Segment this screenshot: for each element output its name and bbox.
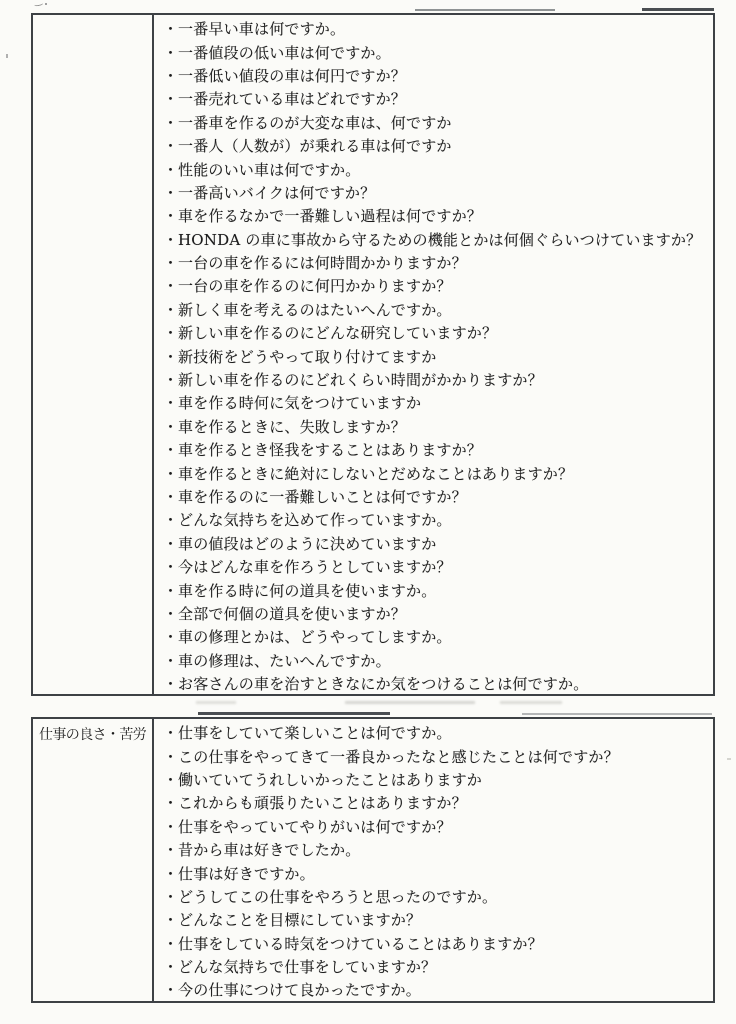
question-row [163,157,709,180]
question-text: 車を作るとき怪我をすることはありますか？ [178,441,483,460]
scan-smudge [500,701,562,704]
question-text: 新しく車を考えるのはたいへんですか。 [178,300,452,319]
question-text: 車の修理とかは、どうやってしますか。 [178,628,452,647]
question-row [163,321,709,344]
question-text: 車を作る時何に気をつけていますか [178,394,422,413]
bullet-marker: ・ [163,817,179,836]
bullet-marker: ・ [163,747,179,766]
bullet-marker: ・ [163,724,179,743]
question-row [163,298,709,321]
bullet-marker: ・ [163,113,179,132]
scan-line-artifact [198,712,390,715]
bullet-marker: ・ [163,464,179,483]
question-text: 性能のいい車は何ですか。 [178,160,361,179]
question-text: 全部で何個の道具を使いますか？ [178,604,407,623]
question-row [163,532,709,555]
question-text: 一番売れている車はどれですか？ [178,90,407,109]
scan-line-artifact [522,713,712,715]
question-text: 仕事をやっていてやりがいは何ですか？ [178,817,452,836]
bullet-marker: ・ [163,254,179,273]
bullet-marker: ・ [163,604,179,623]
question-text: 一番値段の低い車は何ですか。 [178,43,391,62]
bullet-marker: ・ [163,675,179,694]
question-row [163,344,709,367]
bullet-marker: ・ [163,137,179,156]
question-text: 一台の車を作るのに何円かかりますか？ [178,277,452,296]
bullet-marker: ・ [163,651,179,670]
bullet-marker: ・ [163,511,179,530]
question-text: 新しい車を作るのにどんな研究していますか？ [178,324,498,343]
pencil-mark [34,1,44,7]
bullet-marker: ・ [163,934,179,953]
bullet-marker: ・ [163,441,179,460]
bullet-marker: ・ [163,43,179,62]
bullet-marker: ・ [163,277,179,296]
bullet-marker: ・ [163,417,179,436]
question-row [163,625,709,648]
question-text: どうしてこの仕事をやろうと思ったのですか。 [178,887,498,906]
scan-smudge [345,701,475,704]
question-row [163,251,709,274]
question-row [163,368,709,391]
question-text: 新技術をどうやって取り付けてますか [178,347,437,366]
question-text: 今はどんな車を作ろうとしていますか？ [178,558,452,577]
question-text: 車を作る時に何の道具を使いますか。 [178,581,437,600]
question-row [163,885,709,908]
question-text: 車を作るときに、失敗しますか？ [178,417,407,436]
question-text: 車を作るのに一番難しいことは何ですか？ [178,488,467,506]
question-row [163,87,709,110]
bullet-marker: ・ [163,160,179,179]
bullet-marker: ・ [163,371,179,390]
question-text: 一番高いバイクは何ですか？ [178,183,376,202]
question-text: 一番早い車は何ですか。 [178,20,346,39]
bullet-marker: ・ [163,300,179,319]
bullet-marker: ・ [163,628,179,647]
question-text: 働いていてうれしいかったことはありますか [178,770,483,789]
question-row [163,40,709,63]
question-row [163,955,709,978]
question-text: どんな気持ちで仕事をしていますか？ [178,958,437,977]
category-label: 仕事の良さ・苦労 [39,727,147,743]
bullet-marker: ・ [163,981,179,1000]
question-row [163,485,709,508]
category-cell [33,15,154,694]
bullet-marker: ・ [163,207,179,226]
pencil-mark [6,54,8,58]
questions-cell [154,15,713,694]
question-row [163,415,709,438]
question-text: この仕事をやってきて一番良かったなと感じたことは何ですか？ [178,747,619,766]
question-text: 仕事をしていて楽しいことは何ですか。 [178,724,452,743]
question-text: お客さんの車を治すときなにか気をつけることは何ですか。 [178,675,589,694]
question-row [163,815,709,838]
question-row [163,838,709,861]
bullet-marker: ・ [163,66,179,85]
question-row [163,744,709,767]
question-row [163,111,709,134]
bullet-marker: ・ [163,347,179,366]
bullet-marker: ・ [163,20,179,39]
question-text: どんなことを目標にしていますか？ [178,911,422,930]
question-text: 車の修理は、たいへんですか。 [178,651,391,670]
bullet-marker: ・ [163,183,179,202]
question-text: 昔から車は好きでしたか。 [178,841,361,860]
question-row [163,17,709,40]
question-text: どんな気持ちを込めて作っていますか。 [178,511,452,530]
question-row [163,438,709,461]
bullet-marker: ・ [163,534,179,553]
bullet-marker: ・ [163,394,179,413]
bullet-marker: ・ [163,958,179,977]
bullet-marker: ・ [163,581,179,600]
bullet-marker: ・ [163,488,179,506]
question-row [163,578,709,601]
bullet-marker: ・ [163,794,179,813]
question-text: 新しい車を作るのにどれくらい時間がかかりますか？ [178,371,543,390]
question-row [163,978,709,1001]
question-text: HONDA の車に事故から守るための機能とかは何個ぐらいつけていますか？ [178,230,702,249]
pencil-mark [45,3,47,5]
question-row [163,274,709,297]
question-row [163,391,709,414]
question-text: 一番低い値段の車は何円ですか？ [178,66,407,85]
question-text: 車の値段はどのように決めていますか [178,534,437,553]
car-questions-table [31,13,715,696]
question-text: 車を作るときに絶対にしないとだめなことはありますか？ [178,464,574,483]
question-row [163,181,709,204]
scan-line-artifact [415,9,555,11]
bullet-marker: ・ [163,911,179,930]
bullet-marker: ・ [163,90,179,109]
question-row [163,134,709,157]
question-row [163,908,709,931]
questions-cell [154,719,713,1001]
question-text: これからも頑張りたいことはありますか？ [178,794,467,813]
bullet-marker: ・ [163,864,179,883]
question-text: 仕事をしている時気をつけていることはありますか？ [178,934,543,953]
question-row [163,768,709,791]
question-row [163,721,709,744]
question-row [163,508,709,531]
question-text: 今の仕事につけて良かったですか。 [178,981,421,1000]
bullet-marker: ・ [163,230,179,249]
bullet-marker: ・ [163,887,179,906]
question-row [163,791,709,814]
question-row [163,204,709,227]
question-text: 車を作るなかで一番難しい過程は何ですか？ [178,207,483,226]
bullet-marker: ・ [163,558,179,577]
bullet-marker: ・ [163,841,179,860]
question-row [163,64,709,87]
question-text: 一番車を作るのが大変な車は、何ですか [178,113,452,132]
question-row [163,932,709,955]
question-row [163,602,709,625]
question-row [163,228,709,251]
question-row [163,461,709,484]
scan-smudge [196,701,236,704]
question-row [163,861,709,884]
question-row [163,555,709,578]
question-text: 一番人（人数が）が乗れる車は何ですか [178,137,452,156]
question-row [163,672,709,694]
scan-speck [727,758,731,760]
bullet-marker: ・ [163,324,179,343]
question-row [163,649,709,672]
question-text: 一台の車を作るには何時間かかりますか？ [178,254,467,273]
question-text: 仕事は好きですか。 [178,864,315,883]
scan-line-artifact [642,8,714,11]
category-cell [33,719,154,1001]
work-questions-table [31,717,715,1003]
bullet-marker: ・ [163,770,179,789]
